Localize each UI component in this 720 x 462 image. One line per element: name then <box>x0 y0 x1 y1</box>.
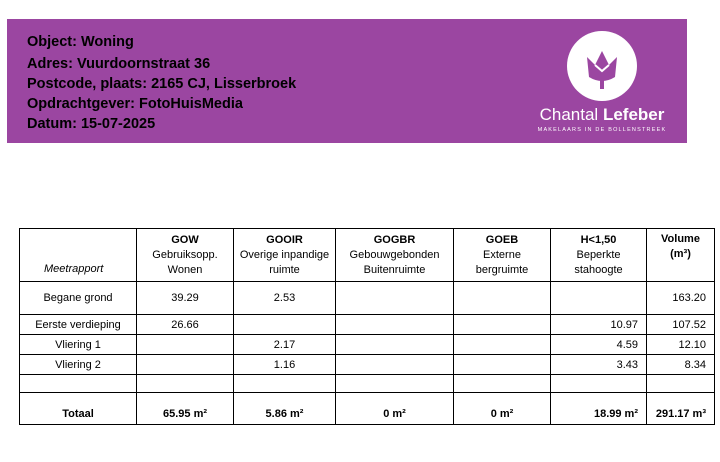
cell-gooir: 2.17 <box>234 335 336 355</box>
cell-volume: 12.10 <box>647 335 715 355</box>
row-label: Begane grond <box>20 282 137 315</box>
col-desc-2: stahoogte <box>574 263 623 276</box>
logo-wordmark <box>527 105 677 125</box>
table-row <box>20 335 715 355</box>
cell-gooir <box>234 315 336 335</box>
col-desc-1: Overige inpandige <box>239 248 330 261</box>
logo-name-bold: Lefeber <box>602 105 665 124</box>
cell-gogbr <box>336 335 454 355</box>
col-desc-1: Gebruiksopp. <box>152 248 218 261</box>
meta-label: Meetrapport <box>20 229 137 282</box>
col-header-gogbr <box>336 229 454 282</box>
total-h150: 18.99 m² <box>551 393 647 425</box>
cell-goeb <box>454 315 551 335</box>
cell-gogbr <box>336 282 454 315</box>
cell-gogbr <box>336 315 454 335</box>
col-code: GOW <box>171 233 199 246</box>
company-logo <box>527 27 677 137</box>
total-gow: 65.95 m² <box>137 393 234 425</box>
cell-volume: 107.52 <box>647 315 715 335</box>
col-desc-1: (m³) <box>670 248 691 260</box>
col-desc-2: Wonen <box>167 263 203 276</box>
col-header-goeb <box>454 229 551 282</box>
tulip-icon <box>567 31 637 101</box>
row-label: Vliering 2 <box>20 355 137 375</box>
client-line: Opdrachtgever: FotoHuisMedia <box>27 96 243 112</box>
table-total-row <box>20 393 715 425</box>
cell-h150 <box>551 282 647 315</box>
logo-name-light: Chantal <box>539 105 599 124</box>
col-header-gooir <box>234 229 336 282</box>
empty-cell <box>336 375 454 393</box>
cell-volume: 163.20 <box>647 282 715 315</box>
col-desc-1: Gebouwgebonden <box>349 248 440 261</box>
table-row <box>20 282 715 315</box>
empty-cell <box>647 375 715 393</box>
cell-gow: 39.29 <box>137 282 234 315</box>
cell-goeb <box>454 335 551 355</box>
cell-h150: 4.59 <box>551 335 647 355</box>
measurement-table <box>19 228 715 425</box>
header-banner <box>7 19 687 143</box>
cell-gow: 26.66 <box>137 315 234 335</box>
total-volume: 291.17 m³ <box>647 393 715 425</box>
empty-cell <box>551 375 647 393</box>
row-label: Eerste verdieping <box>20 315 137 335</box>
col-desc-2: Buitenruimte <box>363 263 426 276</box>
col-desc-2: ruimte <box>269 263 300 276</box>
col-header-h150 <box>551 229 647 282</box>
total-goeb: 0 m² <box>454 393 551 425</box>
total-gogbr: 0 m² <box>336 393 454 425</box>
table-row <box>20 355 715 375</box>
cell-volume: 8.34 <box>647 355 715 375</box>
cell-goeb <box>454 355 551 375</box>
table-header-row <box>20 229 715 282</box>
logo-tagline: MAKELAARS IN DE BOLLENSTREEK <box>537 127 667 133</box>
date-line: Datum: 15-07-2025 <box>27 116 156 132</box>
empty-cell <box>20 375 137 393</box>
empty-cell <box>454 375 551 393</box>
cell-h150: 10.97 <box>551 315 647 335</box>
col-code: GOEB <box>485 233 519 246</box>
total-gooir: 5.86 m² <box>234 393 336 425</box>
col-header-gow <box>137 229 234 282</box>
address-line: Adres: Vuurdoornstraat 36 <box>27 56 211 72</box>
col-code: GOOIR <box>266 233 303 246</box>
col-desc-1: Externe <box>483 248 521 261</box>
cell-gooir: 1.16 <box>234 355 336 375</box>
cell-h150: 3.43 <box>551 355 647 375</box>
row-label: Vliering 1 <box>20 335 137 355</box>
col-code: H<1,50 <box>580 233 617 246</box>
table-row <box>20 315 715 335</box>
cell-gow <box>137 335 234 355</box>
cell-gow <box>137 355 234 375</box>
col-desc-1: Beperkte <box>576 248 621 261</box>
empty-cell <box>137 375 234 393</box>
cell-gogbr <box>336 355 454 375</box>
cell-goeb <box>454 282 551 315</box>
total-label: Totaal <box>20 393 137 425</box>
postcode-line: Postcode, plaats: 2165 CJ, Lisserbroek <box>27 76 297 92</box>
cell-gooir: 2.53 <box>234 282 336 315</box>
col-header-volume <box>647 229 715 282</box>
object-details <box>27 32 296 134</box>
col-code: Volume <box>661 233 700 245</box>
empty-cell <box>234 375 336 393</box>
object-line: Object: Woning <box>27 34 134 50</box>
table-row-empty <box>20 375 715 393</box>
col-desc-2: bergruimte <box>475 263 529 276</box>
col-code: GOGBR <box>373 233 416 246</box>
